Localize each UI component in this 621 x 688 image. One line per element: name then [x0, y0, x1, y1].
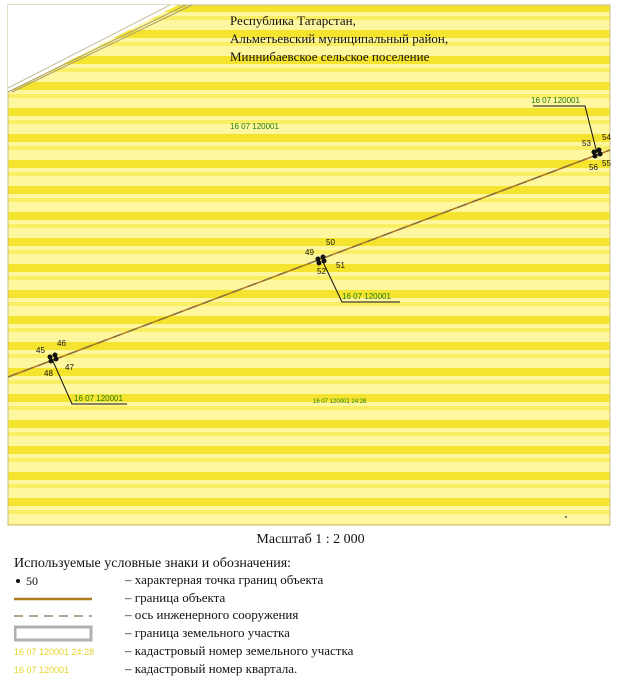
parcel-label: 16 07 120001 24:28	[313, 399, 367, 405]
region-line: Республика Татарстан,	[230, 13, 356, 28]
quarter-label: 16 07 120001	[74, 394, 123, 403]
legend-axis-symbol	[14, 607, 114, 625]
legend-parcel-symbol	[14, 625, 114, 643]
point-label: 47	[65, 363, 74, 372]
region-title	[230, 12, 448, 66]
point-label: 54	[602, 133, 611, 142]
point-label: 50	[326, 238, 335, 247]
map-scale: Масштаб 1 : 2 000	[256, 532, 365, 547]
legend-desc: – кадастровый номер земельного участка	[125, 643, 354, 658]
point-label: 45	[36, 346, 45, 355]
legend-row-point	[14, 572, 614, 590]
point-label: 46	[57, 339, 66, 348]
legend-desc: – граница земельного участка	[125, 625, 290, 640]
point-label: 56	[589, 163, 598, 172]
legend-desc: – ось инженерного сооружения	[125, 607, 299, 622]
legend-row-parcel-number	[14, 643, 614, 661]
point-label: 55	[602, 159, 611, 168]
legend-desc: – характерная точка границ объекта	[125, 572, 324, 587]
point-label: 51	[336, 261, 345, 270]
legend-desc: – кадастровый номер квартала.	[125, 661, 298, 676]
quarter-label: 16 07 120001	[342, 292, 391, 301]
legend-title: Используемые условные знаки и обозначения:	[14, 556, 292, 571]
point-label: 52	[317, 267, 326, 276]
region-line: Альметьевский муниципальный район,	[230, 31, 449, 46]
legend-quarter-number-symbol: 16 07 120001	[14, 665, 70, 675]
legend-point-number: 50	[26, 574, 38, 588]
point-label: 49	[305, 248, 314, 257]
map-area	[8, 5, 610, 525]
quarter-label: 16 07 120001	[230, 122, 279, 131]
legend-row-quarter-number	[14, 661, 614, 679]
legend-row-boundary	[14, 590, 614, 608]
legend-desc: – граница объекта	[125, 590, 226, 605]
legend-parcel-number-symbol: 16 07 120001 24:28	[14, 647, 95, 657]
point-label: 48	[44, 369, 53, 378]
small-mark	[565, 516, 567, 518]
point-label: 53	[582, 139, 591, 148]
legend-point-symbol	[14, 572, 114, 590]
quarter-label: 16 07 120001	[531, 96, 580, 105]
legend-row-axis	[14, 607, 614, 625]
legend-row-parcel	[14, 625, 614, 643]
legend-boundary-symbol	[14, 590, 114, 608]
region-line: Миннибаевское сельское поселение	[230, 49, 430, 64]
